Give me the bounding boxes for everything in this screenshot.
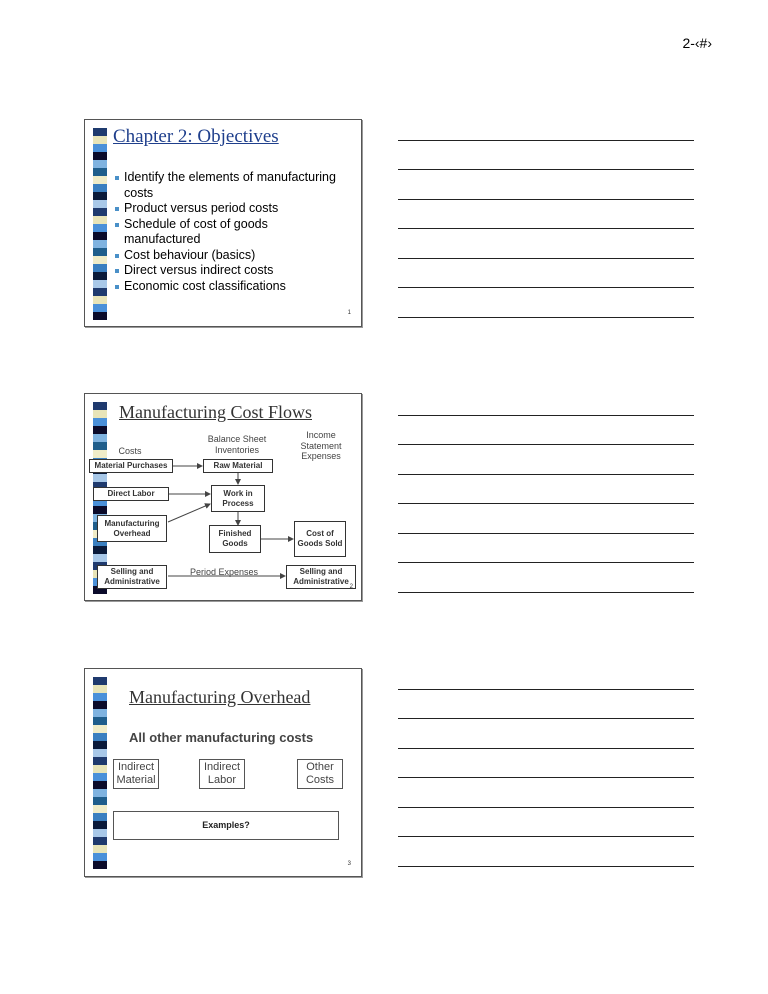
stripe-segment [93, 144, 107, 152]
stripe-segment [93, 693, 107, 701]
list-item: Schedule of cost of goods manufactured [115, 217, 345, 248]
work-in-process-box: Work in Process [211, 485, 265, 512]
selling-admin-left-box: Selling and Administrative [97, 565, 167, 589]
stripe-segment [93, 192, 107, 200]
arrow [168, 504, 210, 522]
stripe-segment [93, 280, 107, 288]
selling-admin-right-box: Selling and Administrative [286, 565, 356, 589]
stripe-segment [93, 773, 107, 781]
finished-goods-box: Finished Goods [209, 525, 261, 553]
stripe-segment [93, 288, 107, 296]
stripe-segment [93, 813, 107, 821]
balance-sheet-header: Balance Sheet Inventories [207, 434, 267, 455]
list-item: Direct versus indirect costs [115, 263, 345, 279]
stripe-segment [93, 136, 107, 144]
stripe-segment [93, 248, 107, 256]
indirect-material-box: Indirect Material [113, 759, 159, 789]
costs-header: Costs [118, 446, 142, 456]
stripe-segment [93, 685, 107, 693]
slide-3 [84, 668, 362, 877]
slide-number: 1 [347, 310, 351, 316]
stripe-segment [93, 160, 107, 168]
slide-decoration-stripe [93, 128, 107, 320]
stripe-segment [93, 725, 107, 733]
examples-box: Examples? [113, 811, 339, 840]
list-item: Identify the elements of manufacturing costs [115, 170, 345, 201]
stripe-segment [93, 208, 107, 216]
stripe-segment [93, 861, 107, 869]
raw-material-box: Raw Material [203, 459, 273, 473]
period-expenses-label: Period Expenses [189, 567, 259, 577]
stripe-segment [93, 709, 107, 717]
slide-1 [84, 119, 362, 327]
stripe-segment [93, 845, 107, 853]
stripe-segment [93, 128, 107, 136]
stripe-segment [93, 749, 107, 757]
stripe-segment [93, 184, 107, 192]
page-number: 2-‹#› [682, 35, 712, 51]
stripe-segment [93, 272, 107, 280]
slide-number: 3 [347, 861, 351, 867]
stripe-segment [93, 296, 107, 304]
list-item: Cost behaviour (basics) [115, 248, 345, 264]
stripe-segment [93, 829, 107, 837]
stripe-segment [93, 152, 107, 160]
other-costs-box: Other Costs [297, 759, 343, 789]
slide-decoration-stripe [93, 677, 107, 869]
stripe-segment [93, 232, 107, 240]
stripe-segment [93, 264, 107, 272]
stripe-segment [93, 733, 107, 741]
objectives-list [115, 170, 345, 294]
stripe-segment [93, 797, 107, 805]
slide-title: Manufacturing Overhead [129, 687, 311, 707]
stripe-segment [93, 757, 107, 765]
slide-title: Manufacturing Cost Flows [119, 402, 312, 422]
stripe-segment [93, 741, 107, 749]
stripe-segment [93, 805, 107, 813]
income-statement-header: Income Statement Expenses [300, 430, 342, 461]
slide-number: 2 [349, 584, 353, 590]
stripe-segment [93, 789, 107, 797]
cost-of-goods-sold-box: Cost of Goods Sold [294, 521, 346, 557]
direct-labor-box: Direct Labor [93, 487, 169, 501]
indirect-labor-box: Indirect Labor [199, 759, 245, 789]
slide-subtitle: All other manufacturing costs [129, 730, 314, 745]
stripe-segment [93, 240, 107, 248]
stripe-segment [93, 781, 107, 789]
stripe-segment [93, 176, 107, 184]
stripe-segment [93, 821, 107, 829]
stripe-segment [93, 837, 107, 845]
stripe-segment [93, 717, 107, 725]
material-purchases-box: Material Purchases [89, 459, 173, 473]
stripe-segment [93, 765, 107, 773]
stripe-segment [93, 304, 107, 312]
stripe-segment [93, 677, 107, 685]
slide-title: Chapter 2: Objectives [113, 126, 279, 147]
stripe-segment [93, 701, 107, 709]
manufacturing-overhead-box: Manufacturing Overhead [97, 515, 167, 542]
list-item: Economic cost classifications [115, 279, 345, 295]
stripe-segment [93, 168, 107, 176]
stripe-segment [93, 312, 107, 320]
stripe-segment [93, 216, 107, 224]
slide-2 [84, 393, 362, 601]
stripe-segment [93, 853, 107, 861]
stripe-segment [93, 256, 107, 264]
list-item: Product versus period costs [115, 201, 345, 217]
stripe-segment [93, 224, 107, 232]
stripe-segment [93, 200, 107, 208]
